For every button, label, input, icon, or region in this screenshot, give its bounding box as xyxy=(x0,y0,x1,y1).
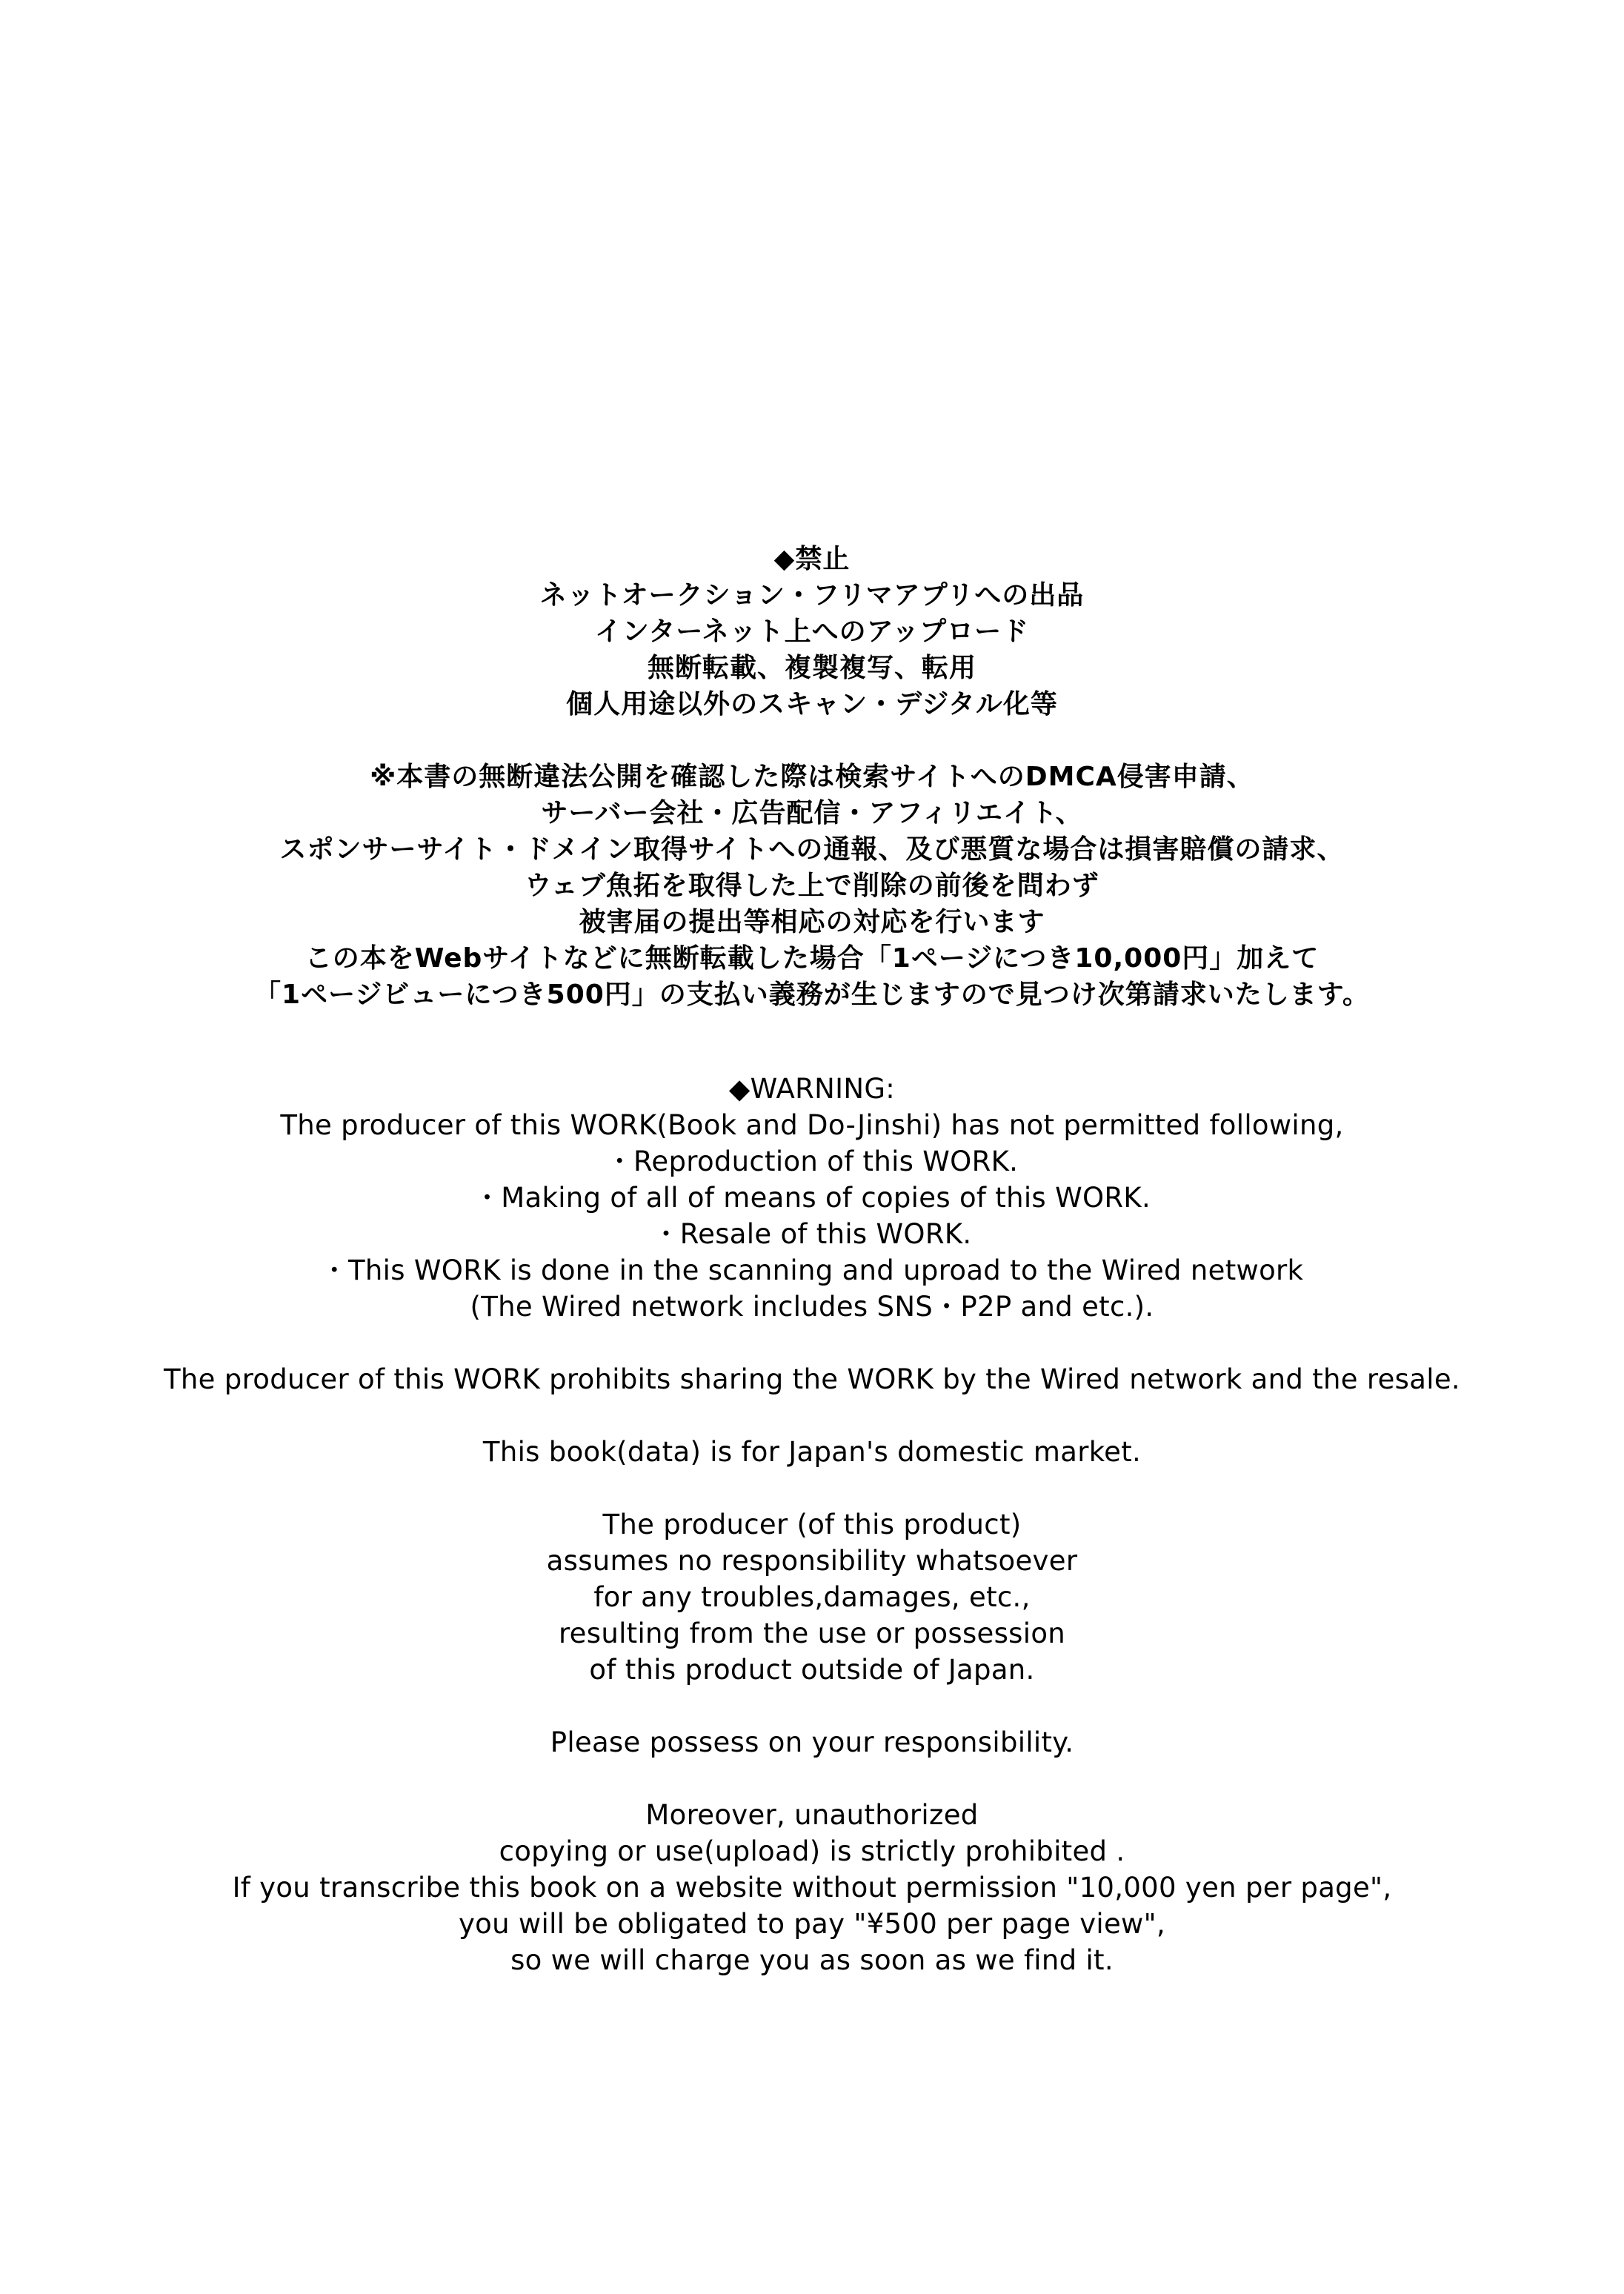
japanese-notice xyxy=(0,541,1624,1013)
jp-enforcement-line: ※本書の無断違法公開を確認した際は検索サイトへのDMCA侵害申請、 xyxy=(370,762,1254,792)
en-prohibition: The producer of this WORK prohibits sharing the WORK by the Wired network and the resale. xyxy=(164,1363,1460,1395)
en-item: (The Wired network includes SNS・P2P and etc.). xyxy=(470,1291,1154,1323)
en-closing-line: you will be obligated to pay "¥500 per page view", xyxy=(458,1908,1166,1940)
jp-heading: ◆禁止 xyxy=(773,544,851,574)
en-closing-line: Moreover, unauthorized xyxy=(645,1799,979,1831)
en-closing-line: If you transcribe this book on a website without permission "10,000 yen per page", xyxy=(232,1872,1392,1904)
en-intro: The producer of this WORK(Book and Do-Jinshi) has not permitted following, xyxy=(280,1109,1344,1141)
jp-enforcement-line: スポンサーサイト・ドメイン取得サイトへの通報、及び悪質な場合は損害賠償の請求、 xyxy=(279,834,1345,865)
en-disclaimer-line: for any troubles,damages, etc., xyxy=(593,1581,1031,1613)
jp-prohibited-item: 個人用途以外のスキャン・デジタル化等 xyxy=(566,689,1058,719)
jp-enforcement-line: ウェブ魚拓を取得した上で削除の前後を問わず xyxy=(525,871,1099,901)
jp-enforcement-line: この本をWebサイトなどに無断転載した場合「1ページにつき10,000円」加えて xyxy=(304,943,1320,974)
jp-prohibited-item: インターネット上へのアップロード xyxy=(594,616,1030,647)
jp-enforcement-line: 「1ページビューにつき500円」の支払い義務が生じますので見つけ次第請求いたします。 xyxy=(254,980,1370,1010)
english-notice xyxy=(0,1071,1624,1978)
en-disclaimer-line: The producer (of this product) xyxy=(602,1509,1022,1540)
jp-enforcement-line: 被害届の提出等相応の対応を行います xyxy=(579,907,1045,937)
en-closing-line: so we will charge you as soon as we find it. xyxy=(510,1944,1114,1976)
jp-prohibited-item: ネットオークション・フリマアプリへの出品 xyxy=(539,580,1085,611)
jp-enforcement-line: サーバー会社・広告配信・アフィリエイト、 xyxy=(541,798,1083,828)
en-responsibility: Please possess on your responsibility. xyxy=(550,1726,1074,1758)
en-closing-line: copying or use(upload) is strictly prohibited . xyxy=(499,1835,1125,1867)
en-item: ・This WORK is done in the scanning and uproad to the Wired network xyxy=(320,1254,1304,1286)
en-market: This book(data) is for Japan's domestic market. xyxy=(482,1436,1142,1468)
en-disclaimer-line: of this product outside of Japan. xyxy=(589,1654,1035,1686)
en-heading: ◆WARNING: xyxy=(728,1073,896,1105)
en-item: ・Making of all of means of copies of this WORK. xyxy=(473,1182,1151,1214)
jp-prohibited-item: 無断転載、複製複写、転用 xyxy=(647,653,976,683)
en-item: ・Resale of this WORK. xyxy=(652,1218,972,1250)
en-item: ・Reproduction of this WORK. xyxy=(605,1146,1019,1177)
en-disclaimer-line: resulting from the use or possession xyxy=(558,1618,1066,1649)
en-disclaimer-line: assumes no responsibility whatsoever xyxy=(546,1545,1078,1577)
